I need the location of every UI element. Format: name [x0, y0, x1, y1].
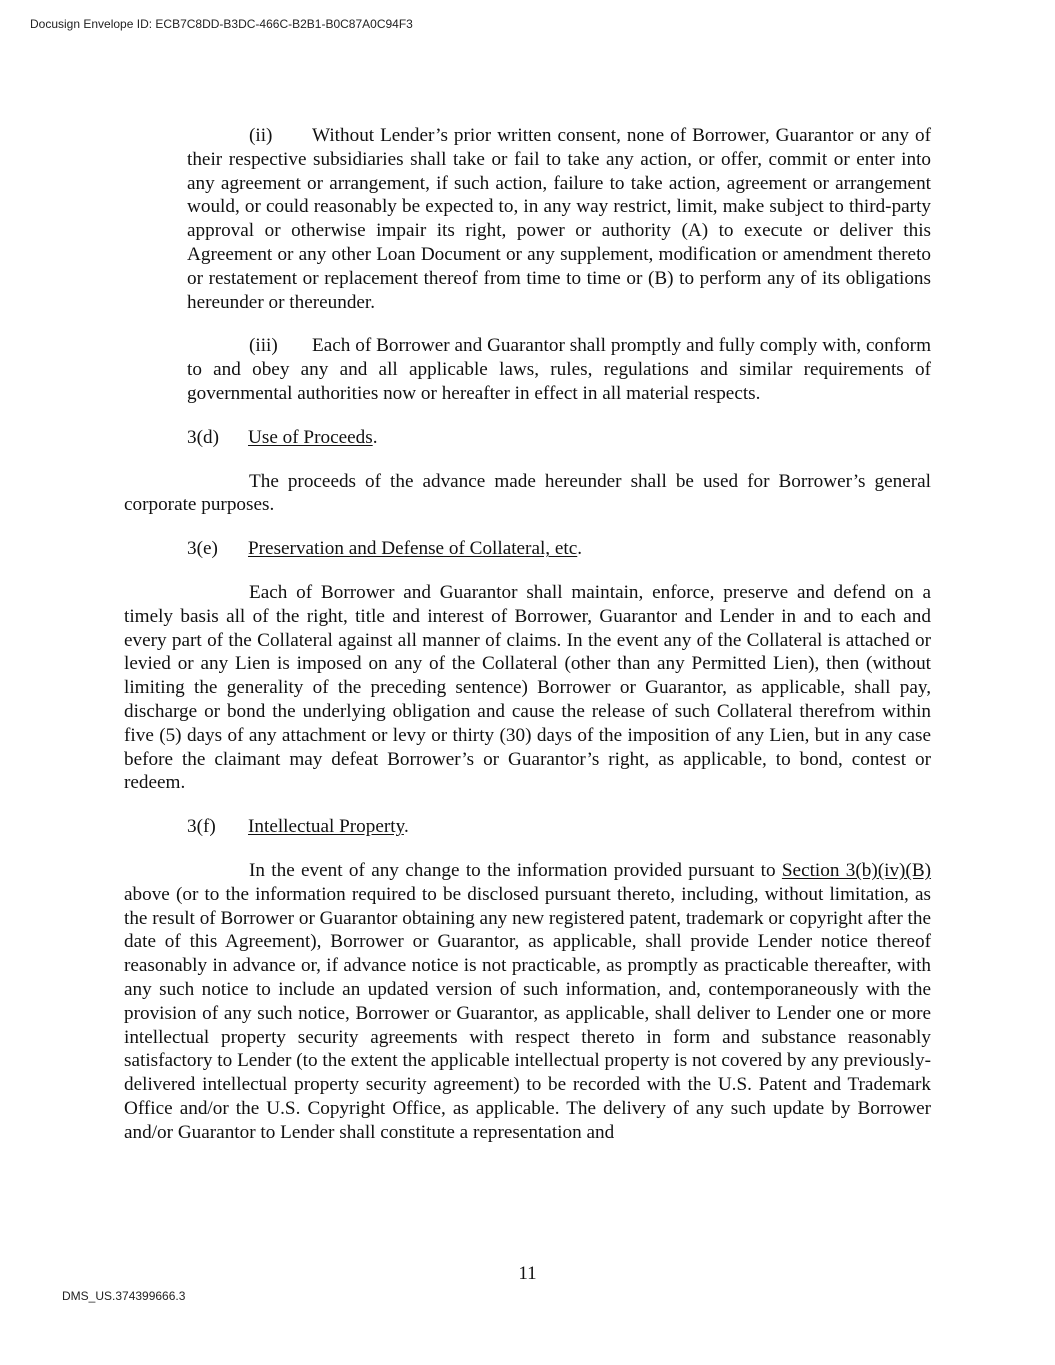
footer-doc-id: DMS_US.374399666.3	[62, 1289, 186, 1303]
paragraph-text-rest: above (or to the information required to be disclosed pursuant thereto, including, without limitation, as the result of Borrower or Guarantor obtaining any new registered patent, trademark or copyright after the date of this Agreement), Borrower or Guarantor, as applicable, shall provide Lender notice thereof reasonably in advance or, if advance notice is not practicable, as promptly as practicable thereafter, with any such notice to include an updated version of such information, and, contemporaneously with the provision of any such notice, Borrower or Guarantor, as applicable, shall deliver to Lender one or more intellectual property security agreements with respect thereto in form and substance reasonably satisfactory to Lender (to the extent the applicable intellectual property is not covered by any previously-delivered intellectual property security agreement) to be recorded with the U.S. Patent and Trademark Office and/or the U.S. Copyright Office, as applicable. The delivery of any such update by Borrower and/or Guarantor to Lender shall constitute a representation and	[124, 883, 931, 1143]
section-heading-3f: 3(f) Intellectual Property.	[187, 816, 409, 838]
paragraph-text: Without Lender’s prior written consent, none of Borrower, Guarantor or any of their respective subsidiaries shall take or fail to take any action, or offer, commit or enter into any agreement or arrangement, if such action, failure to take action, agreement or arrangement would, or could reasonably be expected to, in any way restrict, limit, make subject to third-party approval or otherwise impair its right, power or authority (A) to execute or deliver this Agreement or any other Loan Document or any supplement, modification or amendment thereto or restatement or replacement thereof from time to time or (B) to perform any of its obligations hereunder or thereunder.	[187, 125, 931, 313]
page-number: 11	[518, 1263, 537, 1284]
section-title: Use of Proceeds	[248, 426, 373, 448]
paragraph-text: Each of Borrower and Guarantor shall promptly and fully comply with, conform to and obey any and all applicable laws, rules, regulations and similar requirements of governmental authorities now or hereafter in effect in all material respects.	[187, 335, 931, 404]
section-heading-3d: 3(d) Use of Proceeds.	[187, 426, 378, 448]
envelope-id: Docusign Envelope ID: ECB7C8DD-B3DC-466C-B2B1-B0C87A0C94F3	[30, 17, 413, 31]
section-number: 3(e)	[187, 538, 218, 560]
section-number: 3(f)	[187, 816, 216, 838]
paragraph-text-lead: In the event of any change to the information provided pursuant to	[249, 859, 776, 881]
section-title: Preservation and Defense of Collateral, etc	[248, 538, 578, 560]
paragraph-number: (ii)	[249, 125, 273, 146]
paragraph-3e: Each of Borrower and Guarantor shall maintain, enforce, preserve and defend on a timely basis all of the right, title and interest of Borrower, Guarantor and Lender in and to each and every part of the Collateral against all manner of claims. In the event any of the Collateral is attached or levied or any Lien is imposed on any of the Collateral (other than any Permitted Lien), then (without limiting the generality of the preceding sentence) Borrower or Guarantor, as applicable, shall pay, discharge or bond the underlying obligation and cause the release of such Collateral therefrom within five (5) days of any attachment or levy or thirty (30) days of the imposition of any Lien, but in any case before the claimant may defeat Borrower’s or Guarantor’s right, as applicable, to bond, contest or redeem.	[124, 581, 931, 794]
section-heading-3e: 3(e) Preservation and Defense of Collateral, etc.	[187, 538, 583, 560]
document-body	[124, 124, 931, 1164]
section-number: 3(d)	[187, 426, 219, 448]
paragraph-number: (iii)	[249, 335, 278, 357]
section-reference-link: Section 3(b)(iv)(B)	[781, 859, 932, 881]
paragraph-3f	[124, 859, 931, 1145]
paragraph-3d: The proceeds of the advance made hereunder shall be used for Borrower’s general corporate purposes.	[124, 470, 931, 516]
paragraph-iii	[187, 334, 931, 405]
section-title: Intellectual Property	[248, 816, 404, 838]
paragraph-ii	[187, 124, 931, 314]
